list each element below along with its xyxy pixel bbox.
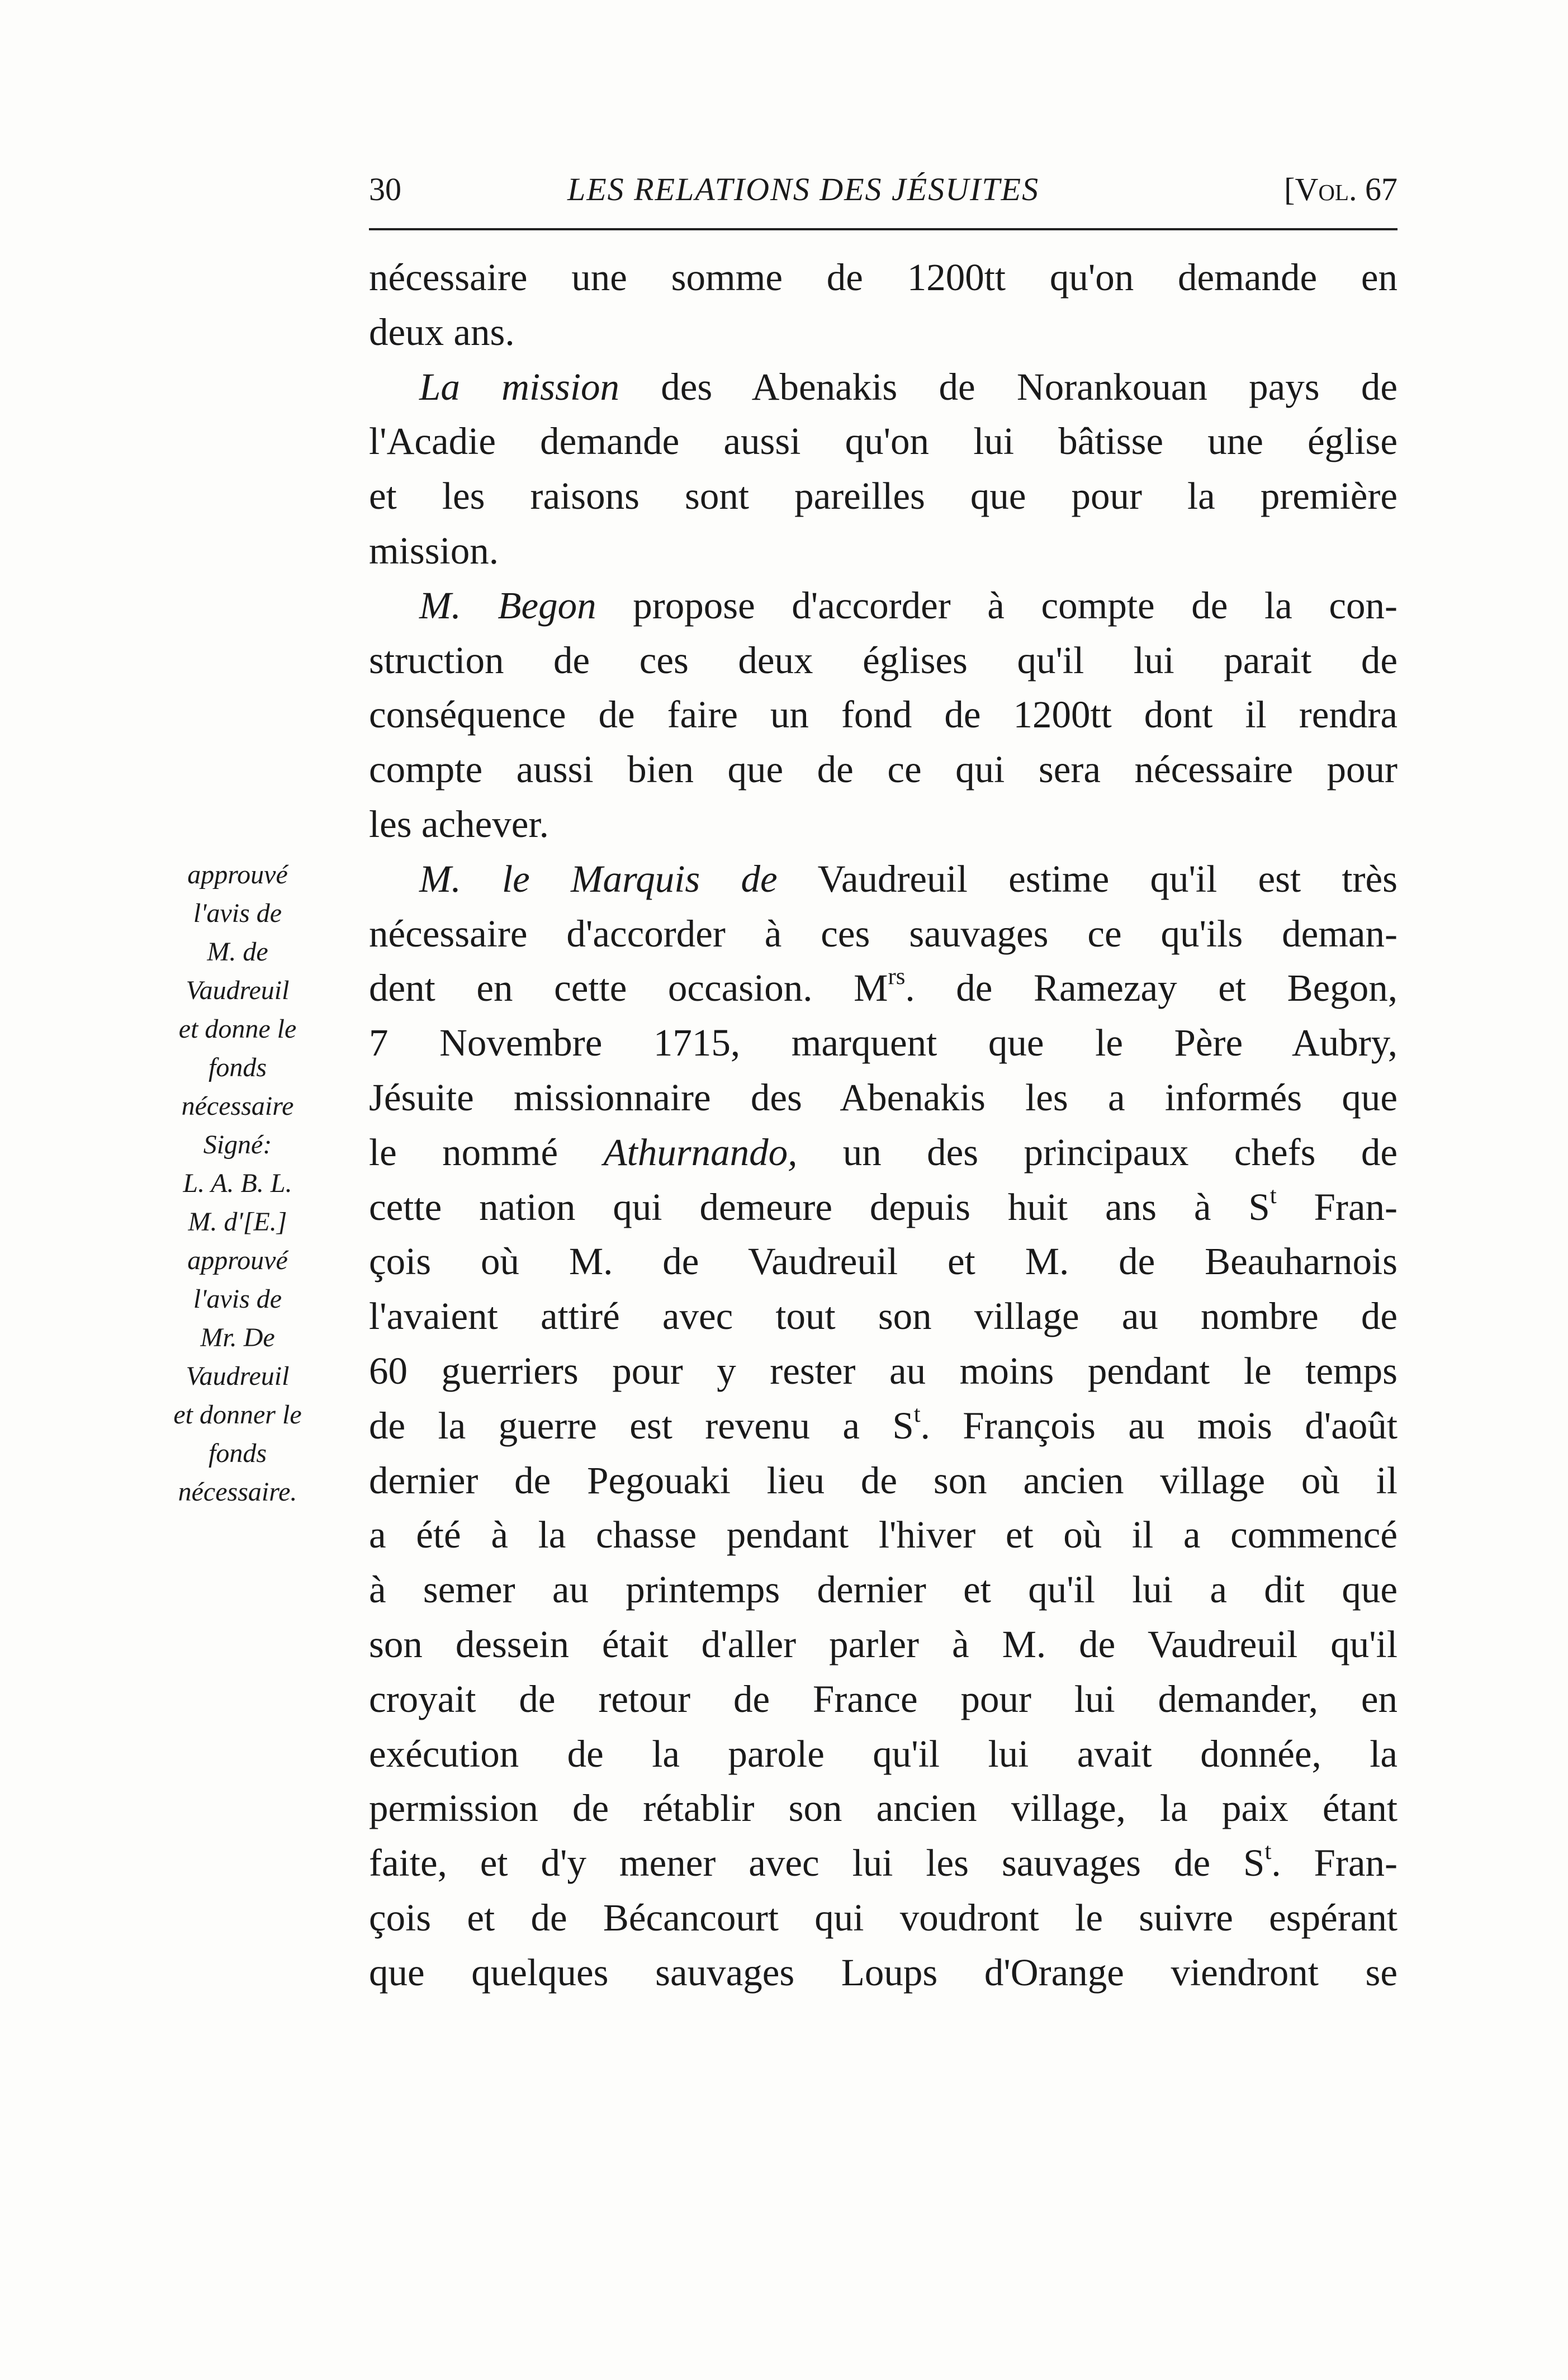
text-line: a été à la chasse pendant l'hiver et où il a commencé (369, 1513, 1398, 1556)
text-line (369, 360, 1398, 415)
text-line: l'Acadie demande aussi qu'on lui bâtisse une église (369, 420, 1398, 463)
text-line: çois et de Bécancourt qui voudront le suivre espérant (369, 1896, 1398, 1939)
margin-note-line: fonds (208, 1439, 267, 1468)
text-line: nécessaire d'accorder à ces sauvages ce qu'ils deman- (369, 912, 1398, 955)
running-header (369, 159, 1398, 221)
page-number: 30 (369, 171, 401, 207)
text-line: nécessaire une somme de 1200tt qu'on demande en (369, 256, 1398, 299)
text-line: deux ans. (369, 310, 515, 353)
italic-phrase: M. le Marquis de (419, 857, 778, 900)
superscript: t (1269, 1182, 1277, 1209)
header-rule (369, 228, 1398, 230)
text-line: que quelques sauvages Loups d'Orange viendront se (369, 1951, 1398, 1994)
italic-phrase: Athurnando, (603, 1130, 798, 1174)
text-line: Jésuite missionnaire des Abenakis les a informés que (369, 1076, 1398, 1119)
margin-note-line: approuvé (187, 1246, 288, 1275)
text-line: les achever. (369, 802, 549, 845)
text-span: . Fran- (1271, 1842, 1398, 1885)
text-span: cette nation qui demeure depuis huit ans à S (369, 1185, 1270, 1228)
text-line: compte aussi bien que de ce qui sera nécessaire pour (369, 748, 1398, 791)
text-span: . de Ramezay et Begon, (905, 967, 1398, 1010)
text-span: Fran- (1276, 1185, 1398, 1228)
text-line (369, 1399, 1398, 1454)
text-line (369, 1180, 1398, 1235)
text-line: 7 Novembre 1715, marquent que le Père Aubry, (369, 1021, 1398, 1064)
margin-note-line: nécessaire (181, 1091, 294, 1121)
italic-phrase: La mission (419, 365, 619, 408)
text-line: conséquence de faire un fond de 1200tt dont il rendra (369, 693, 1398, 736)
text-line: exécution de la parole qu'il lui avait donnée, la (369, 1732, 1398, 1775)
margin-note-line: Mr. De (200, 1323, 275, 1352)
text-span: de la guerre est revenu a S (369, 1404, 914, 1447)
margin-note-line: nécessaire. (178, 1477, 297, 1507)
margin-note-line: fonds (208, 1053, 267, 1082)
superscript: rs (888, 963, 906, 990)
margin-note-line: et donner le (173, 1400, 302, 1430)
margin-note-line: et donne le (178, 1014, 297, 1044)
text-span: propose d'accorder à compte de la con- (596, 584, 1398, 627)
text-line: 60 guerriers pour y rester au moins pendant le temps (369, 1349, 1398, 1392)
text-line (369, 1125, 1398, 1180)
text-line: çois où M. de Vaudreuil et M. de Beauharnois (369, 1240, 1398, 1283)
margin-note-line: approuvé (187, 860, 288, 889)
margin-note-line: l'avis de (193, 1284, 282, 1314)
margin-note-line: M. de (207, 937, 268, 967)
text-line: permission de rétablir son ancien village, la paix étant (369, 1787, 1398, 1830)
margin-note-line: l'avis de (193, 898, 282, 928)
text-line: son dessein était d'aller parler à M. de Vaudreuil qu'il (369, 1622, 1398, 1665)
text-span: des Abenakis de Norankouan pays de (619, 365, 1398, 408)
superscript: t (1264, 1838, 1272, 1865)
text-span: le nommé (369, 1130, 604, 1174)
margin-note-line: M. d'[E.] (188, 1207, 287, 1237)
text-span: . François au mois d'août (920, 1404, 1398, 1447)
superscript: t (913, 1400, 921, 1427)
text-line: et les raisons sont pareilles que pour la première (369, 475, 1398, 518)
text-span: Vaudreuil estime qu'il est très (777, 857, 1398, 900)
text-line: à semer au printemps dernier et qu'il lui a dit que (369, 1568, 1398, 1611)
text-span: un des principaux chefs de (797, 1130, 1398, 1174)
text-line (369, 579, 1398, 633)
text-line (369, 961, 1398, 1016)
text-line: l'avaient attiré avec tout son village au nombre de (369, 1295, 1398, 1338)
italic-phrase: M. Begon (419, 584, 596, 627)
text-span: faite, et d'y mener avec lui les sauvages de S (369, 1842, 1265, 1885)
text-line (369, 1836, 1398, 1891)
margin-note (126, 855, 349, 1511)
margin-note-line: Vaudreuil (186, 1361, 290, 1391)
text-line: mission. (369, 529, 499, 572)
margin-note-line: L. A. B. L. (183, 1168, 292, 1198)
body-text (369, 250, 1398, 2000)
text-line: struction de ces deux églises qu'il lui parait de (369, 638, 1398, 682)
text-line: dernier de Pegouaki lieu de son ancien village où il (369, 1459, 1398, 1502)
text-line (369, 852, 1398, 907)
volume-label: [Vol. 67 (1284, 171, 1398, 207)
margin-note-line: Vaudreuil (186, 976, 290, 1005)
running-title: LES RELATIONS DES JÉSUITES (567, 171, 1040, 207)
text-line: croyait de retour de France pour lui demander, en (369, 1677, 1398, 1720)
text-span: dent en cette occasion. M (369, 967, 888, 1010)
margin-note-line: Signé: (203, 1130, 272, 1160)
